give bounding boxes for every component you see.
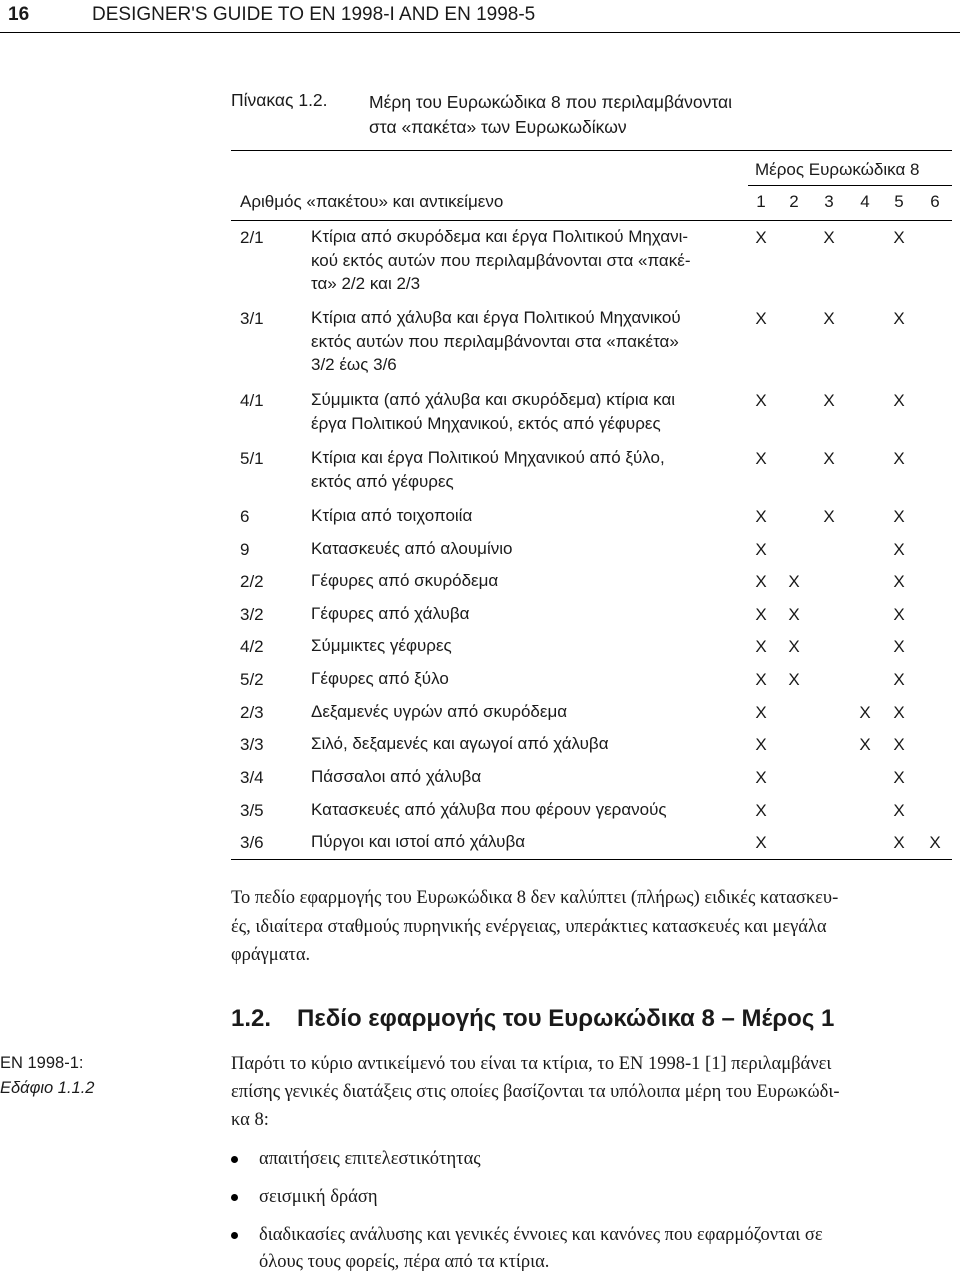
general-provisions-text: Παρότι το κύριο αντικείμενό του είναι τα κτίρια, το EN 1998-1 [1] περιλαμβάνει επίσης γενικές διατάξεις στις οποίες βασίζονται τα υπόλοιπα μέρη του Ευρωκώδι- κα 8: bbox=[231, 1054, 840, 1130]
package-code: 9 bbox=[240, 540, 250, 559]
applicable-part-mark: X bbox=[893, 768, 905, 787]
package-description: Γέφυρες από σκυρόδεμα bbox=[311, 571, 499, 590]
applicable-part-mark: X bbox=[823, 391, 835, 410]
package-code: 3/1 bbox=[240, 309, 264, 328]
margin-ref-standard: EN 1998-1: bbox=[0, 1054, 84, 1072]
package-code: 2/2 bbox=[240, 572, 264, 591]
header-rule bbox=[0, 32, 960, 33]
package-description: Γέφυρες από χάλυβα bbox=[311, 604, 470, 623]
package-code: 6 bbox=[240, 507, 250, 526]
applicable-part-mark: X bbox=[893, 540, 905, 559]
applicable-part-mark: X bbox=[755, 572, 767, 591]
applicable-part-mark: X bbox=[755, 309, 767, 328]
applicable-part-mark: X bbox=[755, 801, 767, 820]
applicable-part-mark: X bbox=[929, 833, 941, 852]
bullet-icon bbox=[231, 1156, 238, 1163]
running-title: DESIGNER'S GUIDE TO EN 1998-I AND EN 1998-5 bbox=[92, 4, 536, 25]
package-description: Δεξαμενές υγρών από σκυρόδεμα bbox=[311, 702, 568, 721]
list-item bbox=[231, 1184, 956, 1211]
applicable-part-mark: X bbox=[823, 449, 835, 468]
package-description: Κατασκευές από αλουμίνιο bbox=[311, 539, 513, 558]
section-number: 1.2. bbox=[231, 1005, 272, 1032]
part-number-header: 5 bbox=[894, 192, 904, 211]
applicable-part-mark: X bbox=[893, 309, 905, 328]
provisions-list bbox=[231, 1146, 956, 1276]
part-number-header: 4 bbox=[860, 192, 870, 211]
table-bottom-rule bbox=[231, 859, 952, 860]
applicable-part-mark: X bbox=[755, 703, 767, 722]
package-description: Κτίρια και έργα Πολιτικού Μηχανικού από ξύλο, εκτός από γέφυρες bbox=[311, 448, 665, 491]
package-description: Κτίρια από σκυρόδεμα και έργα Πολιτικού Μηχανι- κού εκτός αυτών που περιλαμβάνονται στα «πακέ- τα» 2/2 και 2/3 bbox=[311, 227, 691, 294]
package-description: Κτίρια από χάλυβα και έργα Πολιτικού Μηχανικού εκτός αυτών που περιλαμβάνονται στα «πακέτα» 3/2 έως 3/6 bbox=[311, 308, 681, 375]
package-description: Σύμμικτα (από χάλυβα και σκυρόδεμα) κτίρια και έργα Πολιτικού Μηχανικού, εκτός από γέφυρες bbox=[311, 390, 676, 433]
margin-reference bbox=[0, 1051, 118, 1101]
section-title: Πεδίο εφαρμογής του Ευρωκώδικα 8 – Μέρος 1 bbox=[297, 1005, 835, 1032]
scope-exclusion-text: Το πεδίο εφαρμογής του Ευρωκώδικα 8 δεν καλύπτει (πλήρως) ειδικές κατασκευ- ές, ιδιαίτερα σταθμούς πυρηνικής ενέργειας, υπεράκτιες κατασκευές και μεγάλα φράγματα. bbox=[231, 888, 839, 965]
list-item-text: σεισμική δράση bbox=[259, 1187, 378, 1207]
package-code: 3/3 bbox=[240, 735, 264, 754]
part-number-header: 6 bbox=[930, 192, 940, 211]
applicable-part-mark: X bbox=[823, 507, 835, 526]
applicable-part-mark: X bbox=[755, 540, 767, 559]
part-number-header: 2 bbox=[789, 192, 799, 211]
applicable-part-mark: X bbox=[755, 735, 767, 754]
applicable-part-mark: X bbox=[859, 703, 871, 722]
package-code: 3/6 bbox=[240, 833, 264, 852]
list-item-text: απαιτήσεις επιτελεστικότητας bbox=[259, 1149, 481, 1169]
caption-label: Πίνακας 1.2. bbox=[231, 90, 328, 110]
package-code: 3/5 bbox=[240, 801, 264, 820]
package-description: Γέφυρες από ξύλο bbox=[311, 669, 449, 688]
bullet-icon bbox=[231, 1232, 238, 1239]
applicable-part-mark: X bbox=[788, 572, 800, 591]
applicable-part-mark: X bbox=[893, 833, 905, 852]
margin-ref-clause: Εδάφιο 1.1.2 bbox=[0, 1079, 95, 1097]
applicable-part-mark: X bbox=[893, 391, 905, 410]
applicable-part-mark: X bbox=[893, 572, 905, 591]
table-top-rule bbox=[231, 150, 952, 151]
package-code: 3/2 bbox=[240, 605, 264, 624]
package-code: 4/2 bbox=[240, 637, 264, 656]
applicable-part-mark: X bbox=[755, 637, 767, 656]
applicable-part-mark: X bbox=[893, 703, 905, 722]
package-description: Κατασκευές από χάλυβα που φέρουν γερανούς bbox=[311, 800, 667, 819]
caption-text: Μέρη του Ευρωκώδικα 8 που περιλαμβάνονται στα «πακέτα» των Ευρωκωδίκων bbox=[369, 92, 733, 137]
applicable-part-mark: X bbox=[755, 228, 767, 247]
package-code: 4/1 bbox=[240, 391, 264, 410]
applicable-part-mark: X bbox=[788, 605, 800, 624]
package-description: Σιλό, δεξαμενές και αγωγοί από χάλυβα bbox=[311, 734, 609, 753]
package-code: 2/3 bbox=[240, 703, 264, 722]
list-item-text: διαδικασίες ανάλυσης και γενικές έννοιες και κανόνες που εφαρμόζονται σε όλους τους φορείς, πέρα από τα κτίρια. bbox=[259, 1225, 823, 1272]
package-code: 5/2 bbox=[240, 670, 264, 689]
applicable-part-mark: X bbox=[893, 507, 905, 526]
applicable-part-mark: X bbox=[893, 637, 905, 656]
part-group-header: Μέρος Ευρωκώδικα 8 bbox=[755, 160, 920, 179]
applicable-part-mark: X bbox=[893, 801, 905, 820]
applicable-part-mark: X bbox=[788, 637, 800, 656]
header-bottom-rule bbox=[231, 220, 952, 221]
applicable-part-mark: X bbox=[788, 670, 800, 689]
applicable-part-mark: X bbox=[859, 735, 871, 754]
applicable-part-mark: X bbox=[823, 228, 835, 247]
group-header-rule bbox=[748, 185, 952, 186]
bullet-icon bbox=[231, 1194, 238, 1201]
applicable-part-mark: X bbox=[755, 507, 767, 526]
general-provisions-paragraph bbox=[231, 1050, 956, 1134]
package-code: 2/1 bbox=[240, 228, 264, 247]
package-description: Πάσσαλοι από χάλυβα bbox=[311, 767, 482, 786]
part-number-header: 3 bbox=[824, 192, 834, 211]
applicable-part-mark: X bbox=[755, 449, 767, 468]
list-item bbox=[231, 1222, 956, 1276]
package-description: Κτίρια από τοιχοποιία bbox=[311, 506, 473, 525]
applicable-part-mark: X bbox=[823, 309, 835, 328]
page-header bbox=[0, 0, 960, 30]
applicable-part-mark: X bbox=[893, 228, 905, 247]
applicable-part-mark: X bbox=[755, 391, 767, 410]
scope-exclusion-paragraph bbox=[231, 884, 956, 970]
applicable-part-mark: X bbox=[755, 833, 767, 852]
package-description: Πύργοι και ιστοί από χάλυβα bbox=[311, 832, 526, 851]
package-code: 5/1 bbox=[240, 449, 264, 468]
first-column-header: Αριθμός «πακέτου» και αντικείμενο bbox=[240, 192, 504, 211]
applicable-part-mark: X bbox=[755, 670, 767, 689]
applicable-part-mark: X bbox=[755, 605, 767, 624]
applicable-part-mark: X bbox=[893, 735, 905, 754]
list-item bbox=[231, 1146, 956, 1173]
part-number-header: 1 bbox=[756, 192, 766, 211]
section-heading bbox=[231, 1005, 834, 1033]
page-number: 16 bbox=[8, 4, 30, 25]
package-description: Σύμμικτες γέφυρες bbox=[311, 636, 452, 655]
applicable-part-mark: X bbox=[755, 768, 767, 787]
applicable-part-mark: X bbox=[893, 605, 905, 624]
applicable-part-mark: X bbox=[893, 449, 905, 468]
package-code: 3/4 bbox=[240, 768, 264, 787]
applicable-part-mark: X bbox=[893, 670, 905, 689]
